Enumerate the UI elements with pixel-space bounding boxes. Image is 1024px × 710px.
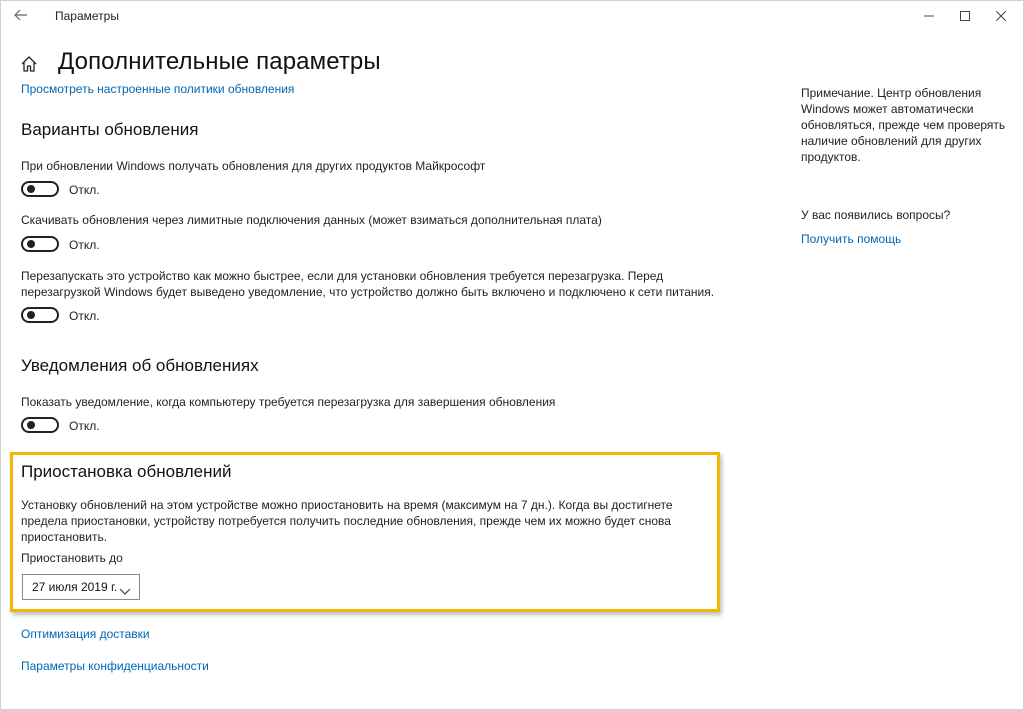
other-products-toggle[interactable] (21, 181, 59, 197)
toggle-state-label: Откл. (69, 238, 100, 252)
privacy-settings-link[interactable]: Параметры конфиденциальности (21, 659, 209, 673)
minimize-icon[interactable] (911, 1, 947, 31)
setting-other-products-text: При обновлении Windows получать обновления для других продуктов Майкрософт (21, 159, 486, 173)
delivery-optimization-link[interactable]: Оптимизация доставки (21, 627, 150, 641)
get-help-link[interactable]: Получить помощь (801, 232, 902, 246)
toggle-knob (27, 185, 35, 193)
setting-restart-notify-text: Показать уведомление, когда компьютеру требуется перезагрузка для завершения обновления (21, 395, 556, 409)
metered-connection-toggle[interactable] (21, 236, 59, 252)
notifications-title: Уведомления об обновлениях (21, 356, 259, 375)
toggle-state-label: Откл. (69, 183, 100, 197)
pause-until-label: Приостановить до (21, 551, 123, 565)
home-icon[interactable] (20, 55, 38, 73)
toggle-knob (27, 311, 35, 319)
toggle-knob (27, 240, 35, 248)
setting-metered-text: Скачивать обновления через лимитные подключения данных (может взиматься дополнительная плата) (21, 213, 602, 227)
pause-description: Установку обновлений на этом устройстве можно приостановить на время (максимум на 7 дн.). Когда вы достигнете предела приостановки, устройству потребуется получить последние обновления, прежде чем их можно будет снова приостановить. (21, 498, 673, 544)
restart-asap-toggle[interactable] (21, 307, 59, 323)
page-title: Дополнительные параметры (58, 48, 381, 75)
pause-updates-title: Приостановка обновлений (21, 462, 232, 481)
chevron-down-icon (119, 583, 131, 601)
window-title: Параметры (55, 9, 119, 23)
questions-label: У вас появились вопросы? (801, 208, 951, 222)
close-icon[interactable] (983, 1, 1019, 31)
toggle-knob (27, 421, 35, 429)
update-note: Примечание. Центр обновления Windows может автоматически обновляться, прежде чем проверять наличие обновлений для других продуктов. (801, 86, 1006, 164)
pause-until-dropdown[interactable] (22, 574, 140, 600)
toggle-state-label: Откл. (69, 419, 100, 433)
toggle-state-label: Откл. (69, 309, 100, 323)
setting-restart-text: Перезапускать это устройство как можно быстрее, если для установки обновления требуется перезагрузка. Перед перезагрузкой Windows будет выведено уведомление, что устройство должно быть включено и подключено к сети питания. (21, 269, 715, 299)
view-policies-link[interactable]: Просмотреть настроенные политики обновления (21, 82, 295, 96)
restart-notification-toggle[interactable] (21, 417, 59, 433)
pause-date-value: 27 июля 2019 г. (32, 580, 118, 594)
update-options-title: Варианты обновления (21, 120, 199, 139)
maximize-icon[interactable] (947, 1, 983, 31)
title-bar (1, 1, 1023, 31)
back-arrow-icon[interactable] (11, 7, 31, 25)
